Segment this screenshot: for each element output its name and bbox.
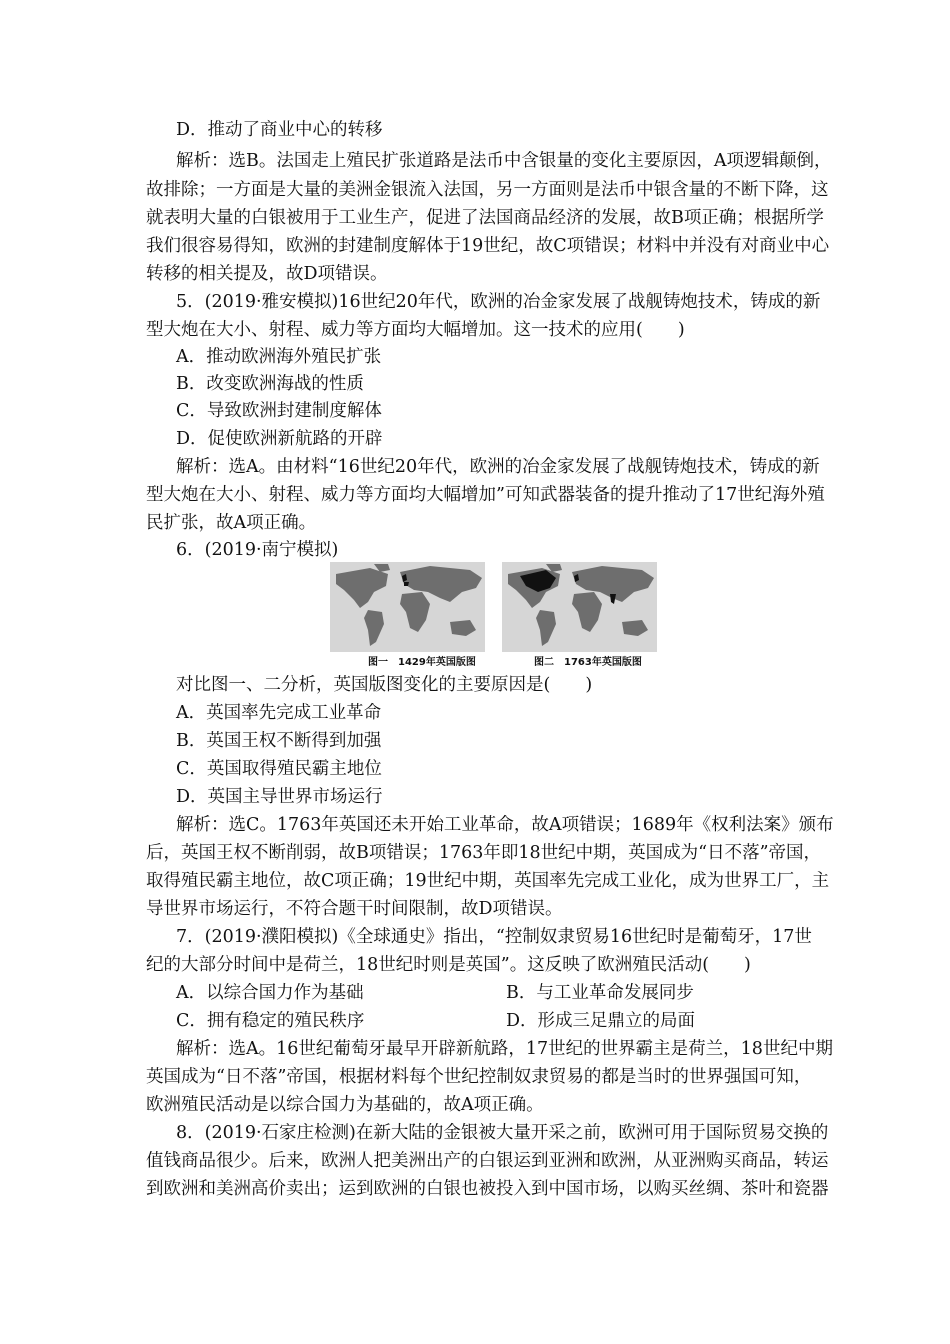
q6-stem: 6．(2019·南宁模拟) bbox=[176, 540, 339, 560]
world-map-1763 bbox=[502, 562, 657, 652]
q7-stem-line: 纪的大部分时间中是荷兰，18世纪时则是英国”。这反映了欧洲殖民活动( ) bbox=[146, 955, 751, 975]
q7-analysis-line: 欧洲殖民活动是以综合国力为基础的，故A项正确。 bbox=[146, 1095, 544, 1115]
q6-analysis-line: 解析：选C。1763年英国还未开始工业革命，故A项错误；1689年《权利法案》颁布 bbox=[176, 815, 834, 835]
q7-option-a: A．以综合国力作为基础 bbox=[176, 983, 364, 1003]
q7-analysis-line: 英国成为“日不落”帝国，根据材料每个世纪控制奴隶贸易的都是当时的世界强国可知， bbox=[146, 1067, 812, 1087]
q8-stem-line: 值钱商品很少。后来，欧洲人把美洲出产的白银运到亚洲和欧洲，从亚洲购买商品，转运 bbox=[146, 1151, 829, 1171]
q7-stem-line: 7．(2019·濮阳模拟)《全球通史》指出，“控制奴隶贸易16世纪时是葡萄牙，17世 bbox=[176, 927, 812, 947]
q6-analysis-line: 导世界市场运行，不符合题干时间限制，故D项错误。 bbox=[146, 899, 563, 919]
south-america-landmass bbox=[364, 610, 384, 646]
q6-question: 对比图一、二分析，英国版图变化的主要原因是( ) bbox=[176, 675, 593, 695]
q6-analysis-line: 取得殖民霸主地位，故C项正确；19世纪中期，英国率先完成工业化，成为世界工厂，主 bbox=[146, 871, 830, 891]
q6-option-d: D．英国主导世界市场运行 bbox=[176, 787, 383, 807]
q4-analysis-line: 我们很容易得知，欧洲的封建制度解体于19世纪，故C项错误；材料中并没有对商业中心 bbox=[146, 236, 830, 256]
q5-analysis-line: 民扩张，故A项正确。 bbox=[146, 513, 317, 533]
q7-analysis-line: 解析：选A。16世纪葡萄牙最早开辟新航路，17世纪的世界霸主是荷兰，18世纪中期 bbox=[176, 1039, 833, 1059]
q5-stem-line: 5．(2019·雅安模拟)16世纪20年代，欧洲的冶金家发展了战舰铸炮技术，铸成的新 bbox=[176, 292, 821, 312]
q5-stem-line: 型大炮在大小、射程、威力等方面均大幅增加。这一技术的应用( ) bbox=[146, 320, 685, 340]
q8-stem-line: 到欧洲和美洲高价卖出；运到欧洲的白银也被投入到中国市场，以购买丝绸、茶叶和瓷器 bbox=[146, 1179, 829, 1199]
q6-option-a: A．英国率先完成工业革命 bbox=[176, 703, 382, 723]
q4-analysis-line: 就表明大量的白银被用于工业生产，促进了法国商品经济的发展，故B项正确；根据所学 bbox=[146, 208, 824, 228]
q6-option-b: B．英国王权不断得到加强 bbox=[176, 731, 382, 751]
q6-option-c: C．英国取得殖民霸主地位 bbox=[176, 759, 382, 779]
q8-stem-line: 8．(2019·石家庄检测)在新大陆的金银被大量开采之前，欧洲可用于国际贸易交换的 bbox=[176, 1123, 829, 1143]
africa-landmass bbox=[572, 592, 602, 632]
q4-analysis-line: 转移的相关提及，故D项错误。 bbox=[146, 264, 388, 284]
q4-option-d: D．推动了商业中心的转移 bbox=[176, 120, 383, 140]
q7-option-d: D．形成三足鼎立的局面 bbox=[506, 1011, 696, 1031]
q5-analysis-line: 型大炮在大小、射程、威力等方面均大幅增加”可知武器装备的提升推动了17世纪海外殖 bbox=[146, 485, 825, 505]
north-america-landmass bbox=[336, 568, 388, 608]
q5-option-b: B．改变欧洲海战的性质 bbox=[176, 374, 364, 394]
q4-analysis-line: 故排除；一方面是大量的美洲金银流入法国，另一方面则是法币中银含量的不断下降，这 bbox=[146, 180, 829, 200]
world-map-1429 bbox=[330, 562, 485, 652]
south-america-landmass bbox=[536, 610, 556, 646]
q5-option-c: C．导致欧洲封建制度解体 bbox=[176, 401, 382, 421]
map-figure bbox=[330, 562, 660, 674]
australia-landmass bbox=[450, 620, 476, 636]
q6-analysis-line: 后，英国王权不断削弱，故B项错误；1763年即18世纪中期，英国成为“日不落”帝国， bbox=[146, 843, 822, 863]
q4-analysis-line: 解析：选B。法国走上殖民扩张道路是法币中含银量的变化主要原因，A项逻辑颠倒， bbox=[176, 151, 832, 171]
q7-option-c: C．拥有稳定的殖民秩序 bbox=[176, 1011, 365, 1031]
africa-landmass bbox=[400, 592, 430, 632]
q5-analysis-line: 解析：选A。由材料“16世纪20年代，欧洲的冶金家发展了战舰铸炮技术，铸成的新 bbox=[176, 457, 820, 477]
q7-option-b: B．与工业革命发展同步 bbox=[506, 983, 694, 1003]
map-caption-2: 图二 1763年英国版图 bbox=[534, 657, 642, 668]
map-caption-1: 图一 1429年英国版图 bbox=[368, 657, 476, 668]
q5-option-a: A．推动欧洲海外殖民扩张 bbox=[176, 347, 382, 367]
q5-option-d: D．促使欧洲新航路的开辟 bbox=[176, 429, 383, 449]
australia-landmass bbox=[622, 620, 648, 636]
